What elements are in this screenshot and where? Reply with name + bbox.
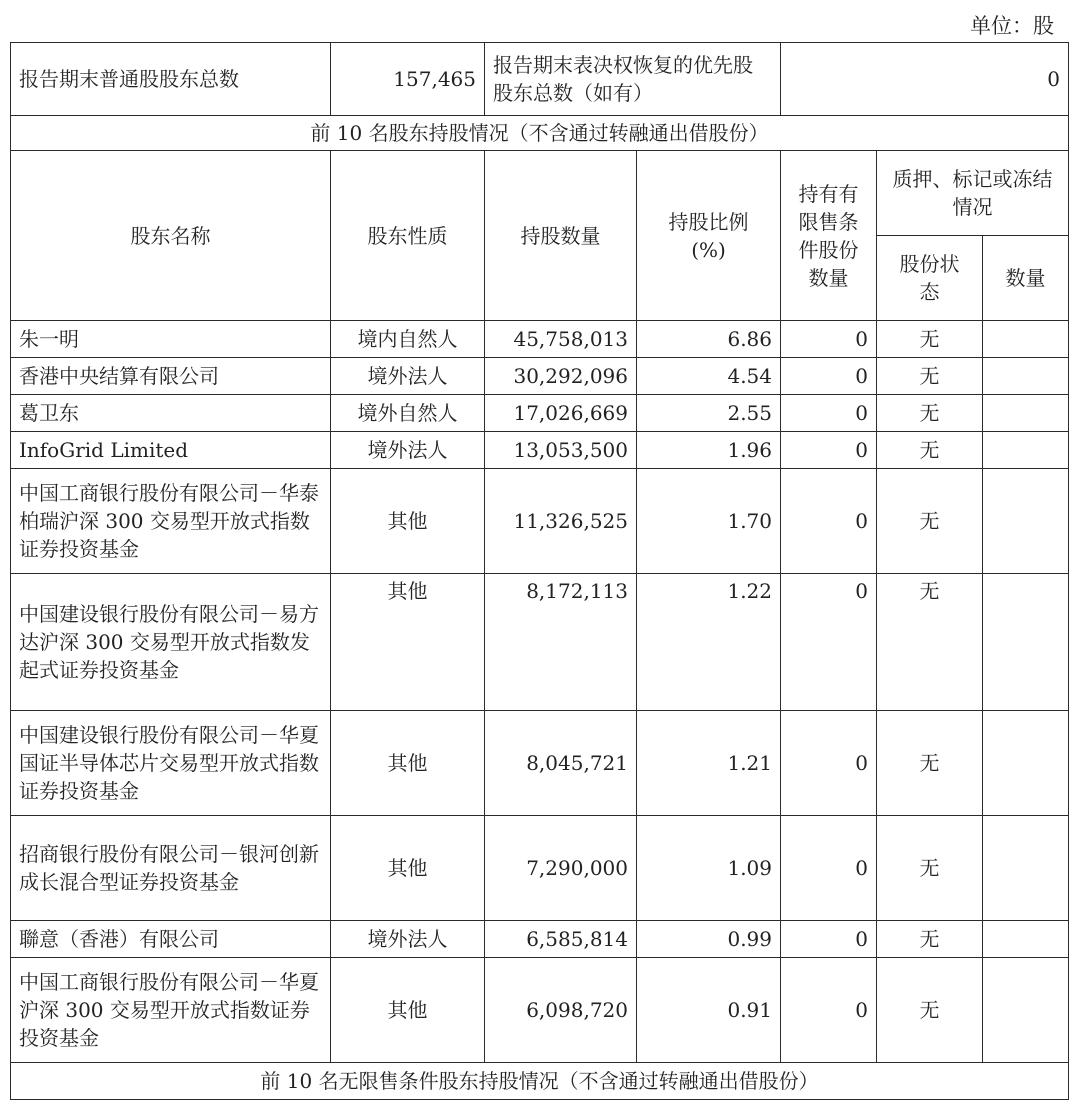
header-name: 股东名称 <box>11 151 331 321</box>
holder-restricted: 0 <box>781 816 877 921</box>
table-row <box>11 574 1069 711</box>
table-row <box>11 469 1069 574</box>
holder-nature: 其他 <box>331 958 485 1063</box>
table-row <box>11 395 1069 432</box>
holder-nature: 境外法人 <box>331 432 485 469</box>
pledge-qty <box>983 469 1069 574</box>
header-pledge-qty: 数量 <box>983 236 1069 321</box>
holder-ratio: 2.55 <box>637 395 781 432</box>
holder-ratio: 1.09 <box>637 816 781 921</box>
holder-ratio: 0.91 <box>637 958 781 1063</box>
holder-restricted: 0 <box>781 574 877 711</box>
holder-restricted: 0 <box>781 432 877 469</box>
holder-name: 聯意（香港）有限公司 <box>11 921 331 958</box>
holder-nature: 其他 <box>331 711 485 816</box>
holder-nature: 其他 <box>331 816 485 921</box>
pledge-status: 无 <box>877 921 983 958</box>
table-row <box>11 358 1069 395</box>
table-row <box>11 958 1069 1063</box>
holder-ratio: 1.70 <box>637 469 781 574</box>
summary-row <box>11 43 1069 116</box>
header-ratio: 持股比例(%) <box>637 151 781 321</box>
holder-ratio: 1.22 <box>637 574 781 711</box>
shareholder-table <box>10 42 1069 1100</box>
pledge-qty <box>983 321 1069 358</box>
holder-ratio: 1.96 <box>637 432 781 469</box>
holder-restricted: 0 <box>781 711 877 816</box>
table-row <box>11 711 1069 816</box>
holder-nature: 境外法人 <box>331 358 485 395</box>
holder-name: 中国建设银行股份有限公司－易方达沪深 300 交易型开放式指数发起式证券投资基金 <box>11 574 331 711</box>
header-shares: 持股数量 <box>485 151 637 321</box>
holder-ratio: 6.86 <box>637 321 781 358</box>
holder-name: 中国工商银行股份有限公司－华夏沪深 300 交易型开放式指数证券投资基金 <box>11 958 331 1063</box>
holder-ratio: 1.21 <box>637 711 781 816</box>
header-pledge-status: 股份状态 <box>877 236 983 321</box>
pledge-status: 无 <box>877 816 983 921</box>
pledge-qty <box>983 358 1069 395</box>
holder-shares: 6,585,814 <box>485 921 637 958</box>
pledge-qty <box>983 574 1069 711</box>
pledge-status: 无 <box>877 321 983 358</box>
holder-nature: 其他 <box>331 574 485 711</box>
table-row <box>11 816 1069 921</box>
holder-restricted: 0 <box>781 958 877 1063</box>
holder-shares: 17,026,669 <box>485 395 637 432</box>
common-holders-label: 报告期末普通股股东总数 <box>11 43 331 116</box>
pledge-status: 无 <box>877 432 983 469</box>
holder-ratio: 0.99 <box>637 921 781 958</box>
holder-name: 招商银行股份有限公司－银河创新成长混合型证券投资基金 <box>11 816 331 921</box>
header-row <box>11 151 1069 236</box>
preferred-holders-value: 0 <box>781 43 1069 116</box>
holder-shares: 11,326,525 <box>485 469 637 574</box>
pledge-qty <box>983 395 1069 432</box>
preferred-holders-label: 报告期末表决权恢复的优先股股东总数（如有） <box>485 43 781 116</box>
holder-shares: 6,098,720 <box>485 958 637 1063</box>
pledge-status: 无 <box>877 711 983 816</box>
pledge-qty <box>983 816 1069 921</box>
holder-name: 葛卫东 <box>11 395 331 432</box>
holder-restricted: 0 <box>781 469 877 574</box>
pledge-qty <box>983 711 1069 816</box>
holder-name: 中国工商银行股份有限公司－华泰柏瑞沪深 300 交易型开放式指数证券投资基金 <box>11 469 331 574</box>
header-nature: 股东性质 <box>331 151 485 321</box>
holder-restricted: 0 <box>781 321 877 358</box>
next-section-title: 前 10 名无限售条件股东持股情况（不含通过转融通出借股份） <box>11 1063 1069 1100</box>
holder-shares: 30,292,096 <box>485 358 637 395</box>
holder-nature: 其他 <box>331 469 485 574</box>
unit-label: 单位：股 <box>970 14 1054 38</box>
next-section-row <box>11 1063 1069 1100</box>
holder-name: 中国建设银行股份有限公司－华夏国证半导体芯片交易型开放式指数证券投资基金 <box>11 711 331 816</box>
section-title-row <box>11 116 1069 151</box>
holder-restricted: 0 <box>781 921 877 958</box>
holder-nature: 境内自然人 <box>331 321 485 358</box>
holder-name: 朱一明 <box>11 321 331 358</box>
holder-restricted: 0 <box>781 395 877 432</box>
table-row <box>11 432 1069 469</box>
pledge-qty <box>983 432 1069 469</box>
common-holders-value: 157,465 <box>331 43 485 116</box>
holder-shares: 45,758,013 <box>485 321 637 358</box>
holder-shares: 13,053,500 <box>485 432 637 469</box>
holder-nature: 境外法人 <box>331 921 485 958</box>
pledge-status: 无 <box>877 958 983 1063</box>
holder-ratio: 4.54 <box>637 358 781 395</box>
holder-restricted: 0 <box>781 358 877 395</box>
holder-shares: 8,172,113 <box>485 574 637 711</box>
pledge-status: 无 <box>877 395 983 432</box>
pledge-qty <box>983 921 1069 958</box>
pledge-status: 无 <box>877 574 983 711</box>
holder-shares: 8,045,721 <box>485 711 637 816</box>
holder-shares: 7,290,000 <box>485 816 637 921</box>
section-title: 前 10 名股东持股情况（不含通过转融通出借股份） <box>11 116 1069 151</box>
pledge-qty <box>983 958 1069 1063</box>
table-row <box>11 921 1069 958</box>
holder-name: InfoGrid Limited <box>11 432 331 469</box>
header-pledge-group: 质押、标记或冻结情况 <box>877 151 1069 236</box>
header-restricted: 持有有限售条件股份数量 <box>781 151 877 321</box>
pledge-status: 无 <box>877 358 983 395</box>
holder-nature: 境外自然人 <box>331 395 485 432</box>
holder-name: 香港中央结算有限公司 <box>11 358 331 395</box>
table-row <box>11 321 1069 358</box>
pledge-status: 无 <box>877 469 983 574</box>
